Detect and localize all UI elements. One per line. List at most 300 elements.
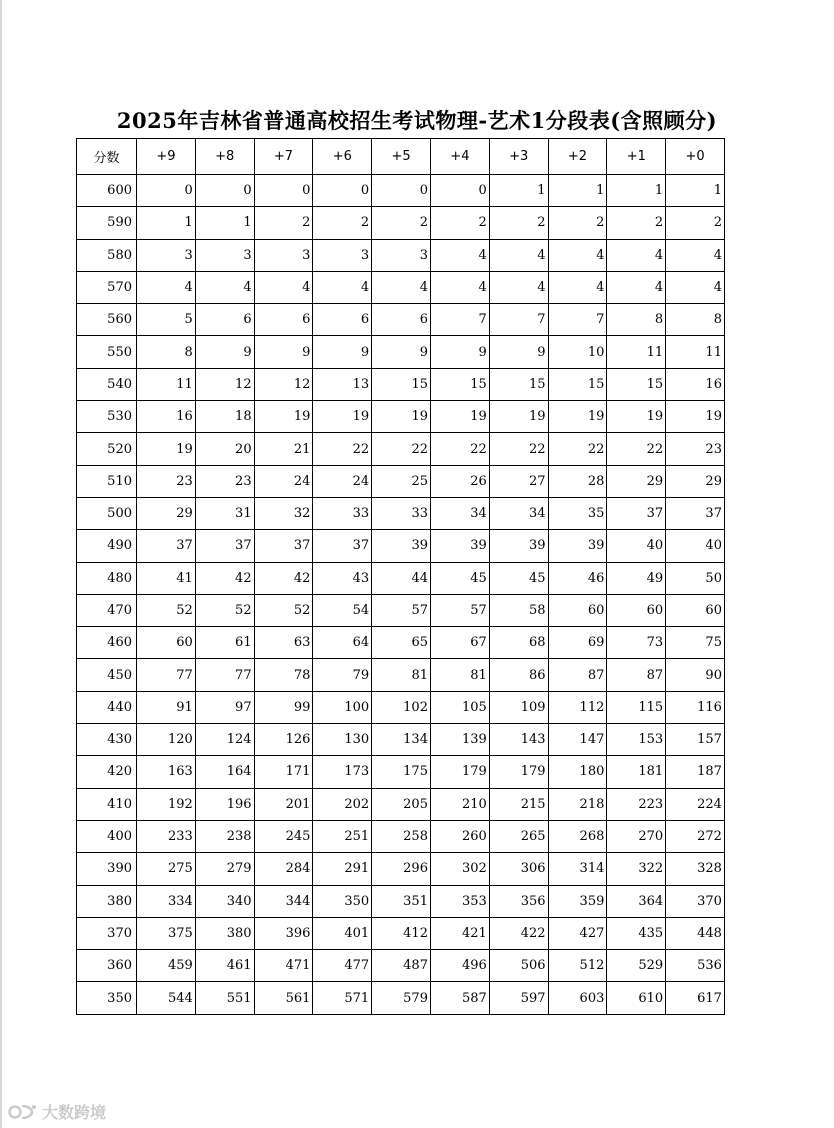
count-cell: 610 bbox=[607, 982, 666, 1014]
count-cell: 19 bbox=[430, 401, 489, 433]
count-cell: 561 bbox=[254, 982, 313, 1014]
count-cell: 61 bbox=[195, 627, 254, 659]
count-cell: 187 bbox=[666, 756, 725, 788]
count-cell: 22 bbox=[430, 433, 489, 465]
count-cell: 3 bbox=[195, 239, 254, 271]
count-cell: 33 bbox=[313, 497, 372, 529]
count-cell: 77 bbox=[137, 659, 196, 691]
count-cell: 87 bbox=[548, 659, 607, 691]
count-cell: 50 bbox=[666, 562, 725, 594]
count-cell: 617 bbox=[666, 982, 725, 1014]
table-row bbox=[77, 530, 725, 562]
count-cell: 496 bbox=[430, 950, 489, 982]
count-cell: 306 bbox=[489, 853, 548, 885]
count-cell: 6 bbox=[254, 304, 313, 336]
table-row bbox=[77, 950, 725, 982]
count-cell: 422 bbox=[489, 917, 548, 949]
header-offset: +5 bbox=[372, 139, 431, 175]
count-cell: 22 bbox=[548, 433, 607, 465]
count-cell: 97 bbox=[195, 691, 254, 723]
count-cell: 356 bbox=[489, 885, 548, 917]
count-cell: 412 bbox=[372, 917, 431, 949]
score-cell: 570 bbox=[77, 271, 137, 303]
count-cell: 1 bbox=[195, 207, 254, 239]
count-cell: 7 bbox=[489, 304, 548, 336]
count-cell: 4 bbox=[313, 271, 372, 303]
count-cell: 4 bbox=[137, 271, 196, 303]
count-cell: 179 bbox=[430, 756, 489, 788]
count-cell: 16 bbox=[137, 401, 196, 433]
header-score: 分数 bbox=[77, 139, 137, 175]
table-row bbox=[77, 788, 725, 820]
count-cell: 60 bbox=[548, 594, 607, 626]
table-row bbox=[77, 239, 725, 271]
count-cell: 579 bbox=[372, 982, 431, 1014]
watermark-text: 大数跨境 bbox=[42, 1103, 107, 1122]
count-cell: 4 bbox=[548, 271, 607, 303]
count-cell: 370 bbox=[666, 885, 725, 917]
count-cell: 57 bbox=[372, 594, 431, 626]
count-cell: 179 bbox=[489, 756, 548, 788]
count-cell: 461 bbox=[195, 950, 254, 982]
count-cell: 23 bbox=[666, 433, 725, 465]
count-cell: 157 bbox=[666, 724, 725, 756]
count-cell: 19 bbox=[489, 401, 548, 433]
count-cell: 115 bbox=[607, 691, 666, 723]
count-cell: 29 bbox=[607, 465, 666, 497]
score-cell: 400 bbox=[77, 820, 137, 852]
count-cell: 6 bbox=[372, 304, 431, 336]
count-cell: 279 bbox=[195, 853, 254, 885]
count-cell: 45 bbox=[489, 562, 548, 594]
count-cell: 180 bbox=[548, 756, 607, 788]
count-cell: 28 bbox=[548, 465, 607, 497]
count-cell: 8 bbox=[607, 304, 666, 336]
count-cell: 233 bbox=[137, 820, 196, 852]
count-cell: 272 bbox=[666, 820, 725, 852]
score-cell: 450 bbox=[77, 659, 137, 691]
count-cell: 105 bbox=[430, 691, 489, 723]
count-cell: 37 bbox=[254, 530, 313, 562]
count-cell: 52 bbox=[195, 594, 254, 626]
count-cell: 143 bbox=[489, 724, 548, 756]
count-cell: 29 bbox=[666, 465, 725, 497]
count-cell: 350 bbox=[313, 885, 372, 917]
count-cell: 164 bbox=[195, 756, 254, 788]
count-cell: 64 bbox=[313, 627, 372, 659]
score-cell: 550 bbox=[77, 336, 137, 368]
count-cell: 1 bbox=[666, 175, 725, 207]
count-cell: 196 bbox=[195, 788, 254, 820]
count-cell: 116 bbox=[666, 691, 725, 723]
count-cell: 0 bbox=[254, 175, 313, 207]
count-cell: 322 bbox=[607, 853, 666, 885]
count-cell: 24 bbox=[254, 465, 313, 497]
count-cell: 4 bbox=[430, 271, 489, 303]
count-cell: 0 bbox=[137, 175, 196, 207]
score-cell: 440 bbox=[77, 691, 137, 723]
count-cell: 57 bbox=[430, 594, 489, 626]
watermark bbox=[8, 1100, 106, 1123]
count-cell: 81 bbox=[372, 659, 431, 691]
table-row bbox=[77, 820, 725, 852]
count-cell: 68 bbox=[489, 627, 548, 659]
count-cell: 41 bbox=[137, 562, 196, 594]
count-cell: 210 bbox=[430, 788, 489, 820]
count-cell: 587 bbox=[430, 982, 489, 1014]
score-cell: 560 bbox=[77, 304, 137, 336]
count-cell: 506 bbox=[489, 950, 548, 982]
count-cell: 31 bbox=[195, 497, 254, 529]
table-row bbox=[77, 756, 725, 788]
count-cell: 7 bbox=[430, 304, 489, 336]
count-cell: 67 bbox=[430, 627, 489, 659]
count-cell: 43 bbox=[313, 562, 372, 594]
count-cell: 10 bbox=[548, 336, 607, 368]
count-cell: 40 bbox=[607, 530, 666, 562]
count-cell: 0 bbox=[313, 175, 372, 207]
count-cell: 29 bbox=[137, 497, 196, 529]
score-cell: 390 bbox=[77, 853, 137, 885]
count-cell: 529 bbox=[607, 950, 666, 982]
count-cell: 0 bbox=[195, 175, 254, 207]
table-body bbox=[77, 175, 725, 1015]
count-cell: 275 bbox=[137, 853, 196, 885]
count-cell: 78 bbox=[254, 659, 313, 691]
header-offset: +8 bbox=[195, 139, 254, 175]
count-cell: 60 bbox=[666, 594, 725, 626]
count-cell: 223 bbox=[607, 788, 666, 820]
count-cell: 5 bbox=[137, 304, 196, 336]
count-cell: 22 bbox=[313, 433, 372, 465]
count-cell: 1 bbox=[137, 207, 196, 239]
count-cell: 291 bbox=[313, 853, 372, 885]
count-cell: 3 bbox=[254, 239, 313, 271]
score-cell: 600 bbox=[77, 175, 137, 207]
count-cell: 3 bbox=[372, 239, 431, 271]
count-cell: 60 bbox=[137, 627, 196, 659]
count-cell: 52 bbox=[254, 594, 313, 626]
score-cell: 430 bbox=[77, 724, 137, 756]
count-cell: 120 bbox=[137, 724, 196, 756]
score-cell: 520 bbox=[77, 433, 137, 465]
count-cell: 9 bbox=[489, 336, 548, 368]
count-cell: 0 bbox=[430, 175, 489, 207]
count-cell: 15 bbox=[489, 368, 548, 400]
count-cell: 22 bbox=[372, 433, 431, 465]
count-cell: 201 bbox=[254, 788, 313, 820]
header-offset: +0 bbox=[666, 139, 725, 175]
count-cell: 375 bbox=[137, 917, 196, 949]
count-cell: 15 bbox=[548, 368, 607, 400]
count-cell: 351 bbox=[372, 885, 431, 917]
header-offset: +9 bbox=[137, 139, 196, 175]
table-row bbox=[77, 207, 725, 239]
table-row bbox=[77, 691, 725, 723]
count-cell: 4 bbox=[548, 239, 607, 271]
score-cell: 530 bbox=[77, 401, 137, 433]
count-cell: 49 bbox=[607, 562, 666, 594]
count-cell: 396 bbox=[254, 917, 313, 949]
count-cell: 6 bbox=[313, 304, 372, 336]
count-cell: 19 bbox=[254, 401, 313, 433]
table-row bbox=[77, 175, 725, 207]
count-cell: 192 bbox=[137, 788, 196, 820]
table-row bbox=[77, 853, 725, 885]
count-cell: 218 bbox=[548, 788, 607, 820]
count-cell: 340 bbox=[195, 885, 254, 917]
count-cell: 15 bbox=[607, 368, 666, 400]
count-cell: 19 bbox=[137, 433, 196, 465]
count-cell: 124 bbox=[195, 724, 254, 756]
count-cell: 270 bbox=[607, 820, 666, 852]
count-cell: 22 bbox=[489, 433, 548, 465]
count-cell: 20 bbox=[195, 433, 254, 465]
count-cell: 12 bbox=[195, 368, 254, 400]
count-cell: 99 bbox=[254, 691, 313, 723]
count-cell: 544 bbox=[137, 982, 196, 1014]
count-cell: 23 bbox=[137, 465, 196, 497]
count-cell: 459 bbox=[137, 950, 196, 982]
count-cell: 44 bbox=[372, 562, 431, 594]
count-cell: 19 bbox=[666, 401, 725, 433]
table-header-row bbox=[77, 139, 725, 175]
count-cell: 421 bbox=[430, 917, 489, 949]
count-cell: 571 bbox=[313, 982, 372, 1014]
table-row bbox=[77, 659, 725, 691]
count-cell: 359 bbox=[548, 885, 607, 917]
count-cell: 171 bbox=[254, 756, 313, 788]
score-cell: 350 bbox=[77, 982, 137, 1014]
count-cell: 224 bbox=[666, 788, 725, 820]
count-cell: 260 bbox=[430, 820, 489, 852]
table-row bbox=[77, 627, 725, 659]
count-cell: 23 bbox=[195, 465, 254, 497]
count-cell: 4 bbox=[489, 239, 548, 271]
count-cell: 15 bbox=[430, 368, 489, 400]
score-cell: 480 bbox=[77, 562, 137, 594]
page-edge bbox=[0, 0, 2, 1128]
count-cell: 380 bbox=[195, 917, 254, 949]
table-row bbox=[77, 304, 725, 336]
count-cell: 42 bbox=[254, 562, 313, 594]
count-cell: 11 bbox=[607, 336, 666, 368]
count-cell: 163 bbox=[137, 756, 196, 788]
table-row bbox=[77, 594, 725, 626]
count-cell: 603 bbox=[548, 982, 607, 1014]
count-cell: 13 bbox=[313, 368, 372, 400]
table-row bbox=[77, 368, 725, 400]
count-cell: 19 bbox=[313, 401, 372, 433]
count-cell: 24 bbox=[313, 465, 372, 497]
count-cell: 487 bbox=[372, 950, 431, 982]
count-cell: 60 bbox=[607, 594, 666, 626]
count-cell: 39 bbox=[372, 530, 431, 562]
count-cell: 40 bbox=[666, 530, 725, 562]
count-cell: 353 bbox=[430, 885, 489, 917]
count-cell: 45 bbox=[430, 562, 489, 594]
header-offset: +3 bbox=[489, 139, 548, 175]
count-cell: 1 bbox=[489, 175, 548, 207]
count-cell: 139 bbox=[430, 724, 489, 756]
count-cell: 258 bbox=[372, 820, 431, 852]
count-cell: 34 bbox=[430, 497, 489, 529]
count-cell: 268 bbox=[548, 820, 607, 852]
score-cell: 540 bbox=[77, 368, 137, 400]
count-cell: 7 bbox=[548, 304, 607, 336]
count-cell: 435 bbox=[607, 917, 666, 949]
count-cell: 34 bbox=[489, 497, 548, 529]
count-cell: 202 bbox=[313, 788, 372, 820]
count-cell: 26 bbox=[430, 465, 489, 497]
count-cell: 37 bbox=[195, 530, 254, 562]
count-cell: 42 bbox=[195, 562, 254, 594]
score-cell: 460 bbox=[77, 627, 137, 659]
count-cell: 58 bbox=[489, 594, 548, 626]
header-offset: +2 bbox=[548, 139, 607, 175]
count-cell: 87 bbox=[607, 659, 666, 691]
count-cell: 100 bbox=[313, 691, 372, 723]
score-cell: 360 bbox=[77, 950, 137, 982]
count-cell: 54 bbox=[313, 594, 372, 626]
count-cell: 6 bbox=[195, 304, 254, 336]
count-cell: 215 bbox=[489, 788, 548, 820]
count-cell: 536 bbox=[666, 950, 725, 982]
count-cell: 471 bbox=[254, 950, 313, 982]
count-cell: 2 bbox=[372, 207, 431, 239]
count-cell: 35 bbox=[548, 497, 607, 529]
score-cell: 470 bbox=[77, 594, 137, 626]
score-cell: 510 bbox=[77, 465, 137, 497]
count-cell: 19 bbox=[607, 401, 666, 433]
count-cell: 112 bbox=[548, 691, 607, 723]
count-cell: 265 bbox=[489, 820, 548, 852]
table-row bbox=[77, 917, 725, 949]
count-cell: 9 bbox=[313, 336, 372, 368]
table-row bbox=[77, 271, 725, 303]
count-cell: 27 bbox=[489, 465, 548, 497]
count-cell: 91 bbox=[137, 691, 196, 723]
count-cell: 75 bbox=[666, 627, 725, 659]
count-cell: 597 bbox=[489, 982, 548, 1014]
count-cell: 3 bbox=[313, 239, 372, 271]
count-cell: 512 bbox=[548, 950, 607, 982]
count-cell: 46 bbox=[548, 562, 607, 594]
count-cell: 1 bbox=[548, 175, 607, 207]
count-cell: 8 bbox=[137, 336, 196, 368]
count-cell: 2 bbox=[666, 207, 725, 239]
count-cell: 175 bbox=[372, 756, 431, 788]
count-cell: 2 bbox=[313, 207, 372, 239]
count-cell: 2 bbox=[607, 207, 666, 239]
count-cell: 4 bbox=[489, 271, 548, 303]
count-cell: 102 bbox=[372, 691, 431, 723]
count-cell: 126 bbox=[254, 724, 313, 756]
count-cell: 37 bbox=[666, 497, 725, 529]
count-cell: 401 bbox=[313, 917, 372, 949]
count-cell: 130 bbox=[313, 724, 372, 756]
count-cell: 4 bbox=[254, 271, 313, 303]
count-cell: 364 bbox=[607, 885, 666, 917]
count-cell: 4 bbox=[195, 271, 254, 303]
count-cell: 4 bbox=[607, 239, 666, 271]
header-offset: +4 bbox=[430, 139, 489, 175]
count-cell: 427 bbox=[548, 917, 607, 949]
count-cell: 4 bbox=[666, 239, 725, 271]
count-cell: 173 bbox=[313, 756, 372, 788]
table-row bbox=[77, 433, 725, 465]
score-cell: 410 bbox=[77, 788, 137, 820]
score-table bbox=[76, 138, 725, 1015]
header-offset: +1 bbox=[607, 139, 666, 175]
count-cell: 37 bbox=[313, 530, 372, 562]
count-cell: 0 bbox=[372, 175, 431, 207]
count-cell: 9 bbox=[372, 336, 431, 368]
count-cell: 314 bbox=[548, 853, 607, 885]
count-cell: 551 bbox=[195, 982, 254, 1014]
count-cell: 284 bbox=[254, 853, 313, 885]
count-cell: 2 bbox=[489, 207, 548, 239]
count-cell: 9 bbox=[195, 336, 254, 368]
table-row bbox=[77, 885, 725, 917]
count-cell: 25 bbox=[372, 465, 431, 497]
score-cell: 580 bbox=[77, 239, 137, 271]
count-cell: 77 bbox=[195, 659, 254, 691]
count-cell: 37 bbox=[607, 497, 666, 529]
table-row bbox=[77, 401, 725, 433]
count-cell: 2 bbox=[254, 207, 313, 239]
count-cell: 205 bbox=[372, 788, 431, 820]
score-cell: 380 bbox=[77, 885, 137, 917]
count-cell: 37 bbox=[137, 530, 196, 562]
count-cell: 251 bbox=[313, 820, 372, 852]
count-cell: 344 bbox=[254, 885, 313, 917]
count-cell: 477 bbox=[313, 950, 372, 982]
count-cell: 15 bbox=[372, 368, 431, 400]
count-cell: 73 bbox=[607, 627, 666, 659]
count-cell: 33 bbox=[372, 497, 431, 529]
count-cell: 63 bbox=[254, 627, 313, 659]
count-cell: 2 bbox=[548, 207, 607, 239]
count-cell: 296 bbox=[372, 853, 431, 885]
count-cell: 1 bbox=[607, 175, 666, 207]
score-cell: 490 bbox=[77, 530, 137, 562]
count-cell: 134 bbox=[372, 724, 431, 756]
count-cell: 4 bbox=[607, 271, 666, 303]
count-cell: 79 bbox=[313, 659, 372, 691]
count-cell: 19 bbox=[372, 401, 431, 433]
count-cell: 4 bbox=[372, 271, 431, 303]
count-cell: 9 bbox=[430, 336, 489, 368]
score-cell: 500 bbox=[77, 497, 137, 529]
table-row bbox=[77, 724, 725, 756]
count-cell: 81 bbox=[430, 659, 489, 691]
count-cell: 39 bbox=[548, 530, 607, 562]
count-cell: 39 bbox=[489, 530, 548, 562]
brand-logo-icon bbox=[8, 1103, 38, 1121]
count-cell: 11 bbox=[137, 368, 196, 400]
count-cell: 109 bbox=[489, 691, 548, 723]
count-cell: 334 bbox=[137, 885, 196, 917]
count-cell: 11 bbox=[666, 336, 725, 368]
count-cell: 22 bbox=[607, 433, 666, 465]
page-title: 2025年吉林省普通高校招生考试物理-艺术1分段表(含照顾分) bbox=[116, 108, 718, 133]
count-cell: 3 bbox=[137, 239, 196, 271]
count-cell: 448 bbox=[666, 917, 725, 949]
count-cell: 18 bbox=[195, 401, 254, 433]
count-cell: 302 bbox=[430, 853, 489, 885]
header-offset: +7 bbox=[254, 139, 313, 175]
